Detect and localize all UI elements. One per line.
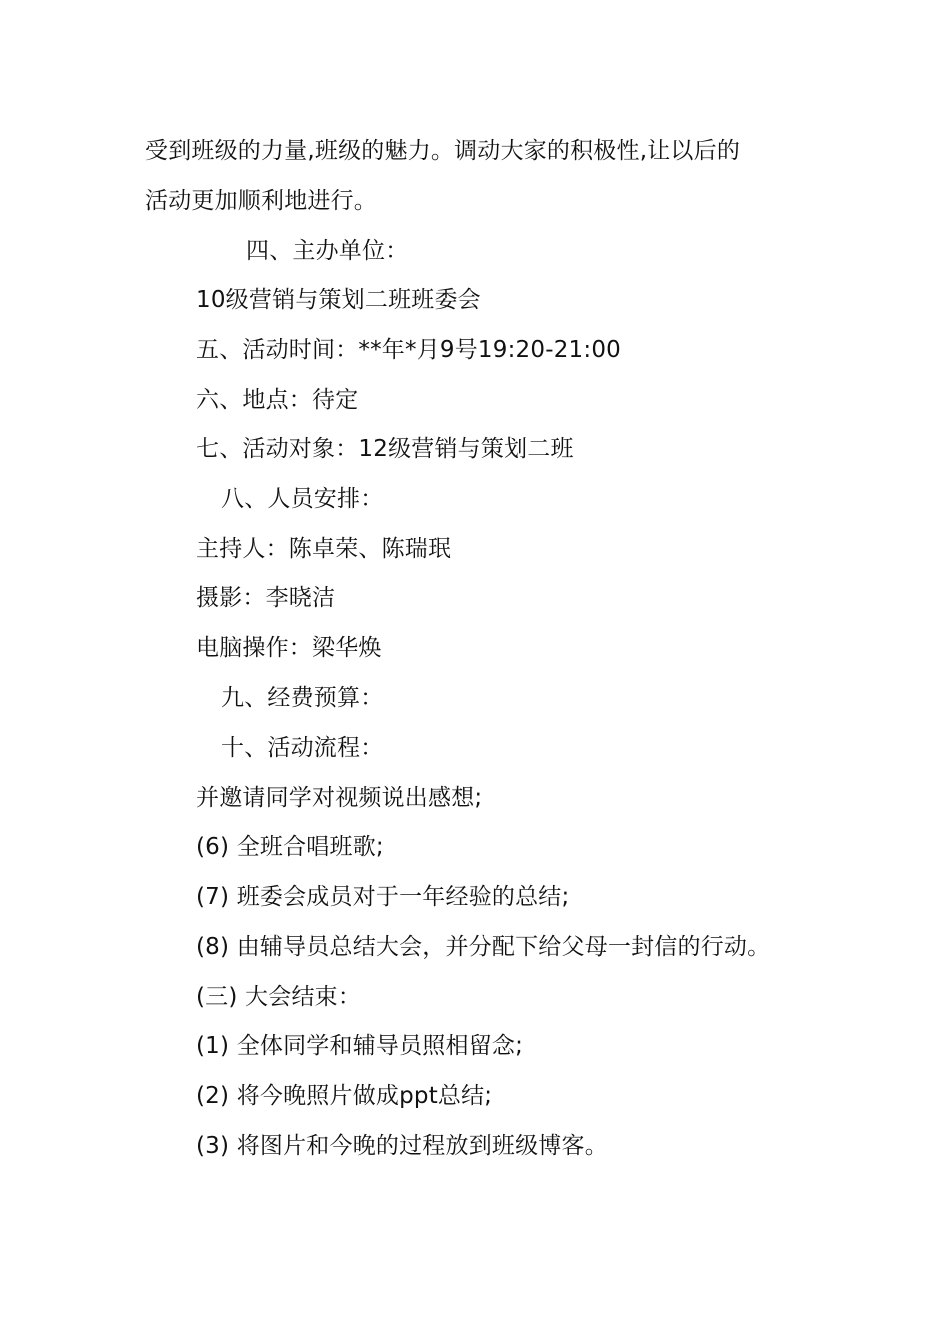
closing-item: (2) 将今晚照片做成ppt总结;: [196, 1083, 493, 1109]
process-subheading: (三) 大会结束：: [196, 984, 362, 1010]
process-item: (8) 由辅导员总结大会，并分配下给父母一封信的行动。: [196, 934, 771, 960]
staff-host: 主持人：陈卓荣、陈瑞珉: [196, 536, 452, 562]
organizer-value: 10级营销与策划二班班委会: [196, 287, 481, 313]
process-item: (7) 班委会成员对于一年经验的总结;: [196, 884, 570, 910]
staff-computer: 电脑操作：梁华焕: [196, 635, 382, 661]
section-heading-location: 六、地点：待定: [196, 387, 359, 413]
section-heading-organizer: 四、主办单位：: [246, 238, 409, 264]
closing-item: (3) 将图片和今晚的过程放到班级博客。: [196, 1133, 608, 1159]
process-line: 并邀请同学对视频说出感想;: [196, 785, 483, 811]
section-heading-process: 十、活动流程：: [221, 735, 384, 761]
section-heading-audience: 七、活动对象：12级营销与策划二班: [196, 436, 574, 462]
closing-item: (1) 全体同学和辅导员照相留念;: [196, 1033, 524, 1059]
paragraph-line: 活动更加顺利地进行。: [145, 188, 377, 214]
section-heading-staffing: 八、人员安排：: [221, 486, 384, 512]
section-heading-budget: 九、经费预算：: [221, 685, 384, 711]
process-item: (6) 全班合唱班歌;: [196, 834, 384, 860]
staff-photography: 摄影：李晓洁: [196, 585, 336, 611]
section-heading-time: 五、活动时间：**年*月9号19:20-21:00: [196, 337, 621, 363]
paragraph-line: 受到班级的力量,班级的魅力。调动大家的积极性,让以后的: [145, 138, 741, 164]
